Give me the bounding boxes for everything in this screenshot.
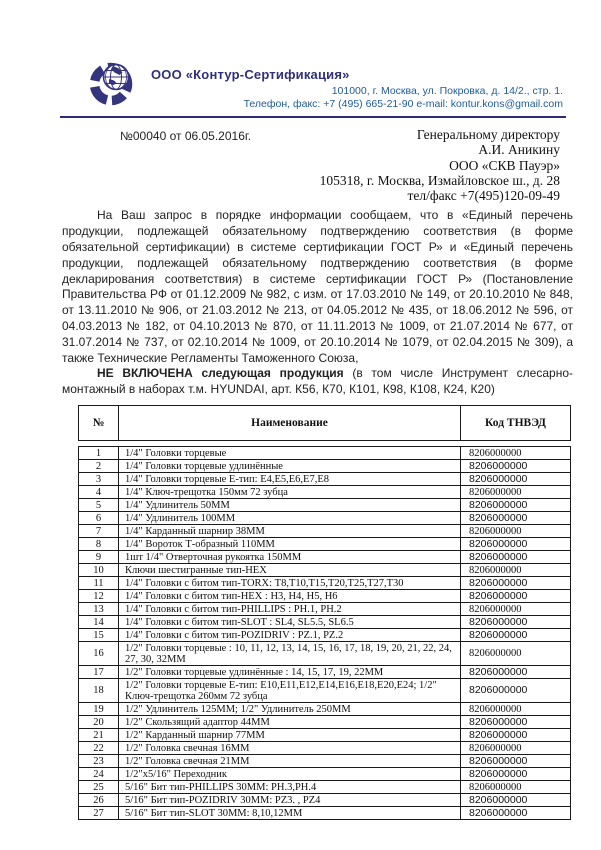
table-row	[79, 642, 571, 666]
item-name-cell: 1шт 1/4" Отверточная рукоятка 150ММ	[119, 551, 461, 564]
table-row	[79, 729, 571, 742]
tnved-code-cell: 8206000000	[461, 616, 571, 629]
items-table-header	[78, 405, 571, 441]
item-name-cell: 1/2" Головки торцевые удлинённые : 14, 15, 17, 19, 22ММ	[119, 666, 461, 679]
row-number-cell: 9	[79, 551, 119, 564]
row-number-cell: 24	[79, 768, 119, 781]
recipient-line: ООО «СКВ Пауэр»	[449, 157, 560, 173]
item-name-cell: 1/4" Головки с битом тип-HEX : Н3, Н4, Н5, Н6	[119, 590, 461, 603]
table-row	[79, 781, 571, 794]
row-number-cell: 19	[79, 703, 119, 716]
tnved-code-cell: 8206000000	[461, 742, 571, 755]
tnved-code-cell: 8206000000	[461, 460, 571, 473]
letter-body	[62, 208, 573, 398]
row-number-cell: 2	[79, 460, 119, 473]
table-row	[79, 525, 571, 538]
letter-number: №00040 от 06.05.2016г.	[120, 129, 252, 143]
table-row	[79, 716, 571, 729]
table-row	[79, 755, 571, 768]
letterhead	[87, 56, 563, 111]
row-number-cell: 25	[79, 781, 119, 794]
tnved-code-cell: 8206000000	[461, 564, 571, 577]
items-table-body	[78, 446, 571, 820]
row-number-cell: 8	[79, 538, 119, 551]
table-row	[79, 794, 571, 807]
item-name-cell: 1/4" Головки с битом тип-POZIDRIV : PZ.1, PZ.2	[119, 629, 461, 642]
item-name-cell: 1/2" Карданный шарнир 77ММ	[119, 729, 461, 742]
item-name-cell: 1/4" Вороток Т-образный 110ММ	[119, 538, 461, 551]
company-name: ООО «Контур-Сертификация»	[151, 67, 350, 82]
tnved-code-cell: 8206000000	[461, 447, 571, 460]
row-number-cell: 16	[79, 642, 119, 666]
tnved-code-cell: 8206000000	[461, 629, 571, 642]
item-name-cell: 1/2" Удлинитель 125ММ; 1/2" Удлинитель 250ММ	[119, 703, 461, 716]
recipient-block	[320, 127, 560, 203]
tnved-code-cell: 8206000000	[461, 486, 571, 499]
item-name-cell: Ключи шестигранные тип-HEX	[119, 564, 461, 577]
item-name-cell: 1/4" Головки с битом тип-SLOT : SL4, SL5.5, SL6.5	[119, 616, 461, 629]
table-row	[79, 577, 571, 590]
column-header-tnved: Код ТНВЭД	[461, 406, 571, 441]
tnved-code-cell: 8206000000	[461, 807, 571, 820]
item-name-cell: 1/4" Головки торцевые Е-тип: Е4,Е5,Е6,Е7,Е8	[119, 473, 461, 486]
recipient-line: А.И. Аникину	[478, 142, 560, 158]
items-table-rows	[79, 447, 571, 820]
tnved-code-cell: 8206000000	[461, 538, 571, 551]
tnved-code-cell: 8206000000	[461, 729, 571, 742]
row-number-cell: 23	[79, 755, 119, 768]
tnved-code-cell: 8206000000	[461, 512, 571, 525]
item-name-cell: 1/2" Головка свечная 21ММ	[119, 755, 461, 768]
item-name-cell: 1/4" Головки с битом тип-TORX: Т8,Т10,Т15,Т20,Т25,Т27,Т30	[119, 577, 461, 590]
item-name-cell: 1/2"х5/16" Переходник	[119, 768, 461, 781]
table-row	[79, 486, 571, 499]
item-name-cell: 1/4" Карданный шарнир 38ММ	[119, 525, 461, 538]
company-logo	[87, 56, 137, 110]
row-number-cell: 21	[79, 729, 119, 742]
item-name-cell: 1/2" Головки торцевые : 10, 11, 12, 13, 14, 15, 16, 17, 18, 19, 20, 21, 22, 24, 27, 30, 32ММ	[119, 642, 461, 666]
table-row	[79, 551, 571, 564]
table-row	[79, 447, 571, 460]
table-row	[79, 616, 571, 629]
tnved-code-cell: 8206000000	[461, 473, 571, 486]
tnved-code-cell: 8206000000	[461, 551, 571, 564]
item-name-cell: 1/2" Головка свечная 16ММ	[119, 742, 461, 755]
item-name-cell: 1/2" Скользящий адаптор 44ММ	[119, 716, 461, 729]
company-address	[151, 85, 563, 111]
tnved-code-cell: 8206000000	[461, 768, 571, 781]
tnved-code-cell: 8206000000	[461, 703, 571, 716]
tnved-code-cell: 8206000000	[461, 781, 571, 794]
row-number-cell: 5	[79, 499, 119, 512]
item-name-cell: 1/4" Удлинитель 50ММ	[119, 499, 461, 512]
item-name-cell: 1/2" Головки торцевые Е-тип: Е10,Е11,Е12,Е14,Е16,Е18,Е20,Е24; 1/2" Ключ-трещотка 260мм 72 зубца	[119, 679, 461, 703]
letterhead-text	[137, 56, 563, 111]
row-number-cell: 10	[79, 564, 119, 577]
recipient-line: тел/факс +7(495)120-09-49	[407, 188, 560, 204]
table-row	[79, 768, 571, 781]
tnved-code-cell: 8206000000	[461, 666, 571, 679]
table-row	[79, 603, 571, 616]
table-row	[79, 629, 571, 642]
not-included-statement: НЕ ВКЛЮЧЕНА следующая продукция	[97, 366, 344, 381]
table-row	[79, 590, 571, 603]
item-name-cell: 1/4" Головки с битом тип-PHILLIPS : РН.1, РН.2	[119, 603, 461, 616]
item-name-cell: 1/4" Головки торцевые	[119, 447, 461, 460]
row-number-cell: 6	[79, 512, 119, 525]
recipient-line: Генеральному директору	[416, 127, 560, 142]
row-number-cell: 11	[79, 577, 119, 590]
tnved-code-cell: 8206000000	[461, 590, 571, 603]
body-paragraph-1: На Ваш запрос в порядке информации сообщаем, что в «Единый перечень продукции, подлежащей обязательному подтверждению соответствия (в форме обязательной сертификации) в системе сертификации ГОСТ Р» и «Единый перечень продукции, подлежащей обязательному подтверждению соответствия (в форме декларирования соответствия) в системе сертификации ГОСТ Р» (Постановление Правительства РФ от 01.12.2009 № 982, с изм. от 17.03.2010 № 149, от 20.10.2010 № 848, от 13.11.2010 № 906, от 21.03.2012 № 213, от 04.05.2012 № 435, от 18.06.2012 № 596, от 04.03.2013 № 182, от 04.10.2013 № 870, от 11.11.2013 № 1009, от 21.07.2014 № 677, от 31.07.2014 № 737, от 02.10.2014 № 1009, от 20.10.2014 № 1079, от 02.04.2015 № 309), а также Технические Регламенты Таможенного Союза,	[62, 208, 573, 365]
address-line-2: Телефон, факс: +7 (495) 665-21-90 e-mail: kontur.kons@gmail.com	[243, 98, 563, 110]
item-name-cell: 5/16" Бит тип-SLOT 30ММ: 8,10,12ММ	[119, 807, 461, 820]
table-row	[79, 703, 571, 716]
column-header-name: Наименование	[119, 406, 461, 441]
row-number-cell: 14	[79, 616, 119, 629]
tnved-code-cell: 8206000000	[461, 716, 571, 729]
tnved-code-cell: 8206000000	[461, 525, 571, 538]
row-number-cell: 7	[79, 525, 119, 538]
letterhead-divider	[60, 116, 566, 118]
tnved-code-cell: 8206000000	[461, 577, 571, 590]
table-row	[79, 499, 571, 512]
table-row	[79, 666, 571, 679]
table-row	[79, 512, 571, 525]
item-name-cell: 1/4" Удлинитель 100ММ	[119, 512, 461, 525]
table-row	[79, 742, 571, 755]
row-number-cell: 3	[79, 473, 119, 486]
tnved-code-cell: 8206000000	[461, 755, 571, 768]
row-number-cell: 1	[79, 447, 119, 460]
row-number-cell: 20	[79, 716, 119, 729]
tnved-code-cell: 8206000000	[461, 603, 571, 616]
globe-icon	[87, 56, 137, 110]
item-name-cell: 1/4" Головки торцевые удлинённые	[119, 460, 461, 473]
reference-row	[120, 127, 560, 203]
tnved-code-cell: 8206000000	[461, 679, 571, 703]
tnved-code-cell: 8206000000	[461, 642, 571, 666]
tnved-code-cell: 8206000000	[461, 499, 571, 512]
table-row	[79, 538, 571, 551]
row-number-cell: 17	[79, 666, 119, 679]
row-number-cell: 27	[79, 807, 119, 820]
address-line-1: 101000, г. Москва, ул. Покровка, д. 14/2., стр. 1.	[331, 85, 563, 97]
row-number-cell: 15	[79, 629, 119, 642]
table-row	[79, 679, 571, 703]
row-number-cell: 18	[79, 679, 119, 703]
table-row	[79, 473, 571, 486]
row-number-cell: 12	[79, 590, 119, 603]
item-name-cell: 1/4" Ключ-трещотка 150мм 72 зубца	[119, 486, 461, 499]
tnved-code-cell: 8206000000	[461, 794, 571, 807]
row-number-cell: 4	[79, 486, 119, 499]
recipient-line: 105318, г. Москва, Измайловское ш., д. 28	[319, 172, 560, 188]
table-row	[79, 564, 571, 577]
not-included-detail: (в том числе Инструмент слесарно-монтажный в наборах т.м. HYUNDAI, арт. К56, К70, К101, К98, К108, К24, К20)	[62, 366, 573, 397]
item-name-cell: 5/16" Бит тип-POZIDRIV 30ММ: PZ3. , PZ4	[119, 794, 461, 807]
row-number-cell: 22	[79, 742, 119, 755]
body-paragraph-2	[62, 366, 573, 398]
column-header-number: №	[79, 406, 119, 441]
row-number-cell: 13	[79, 603, 119, 616]
item-name-cell: 5/16" Бит тип-PHILLIPS 30ММ: РН.3,РН.4	[119, 781, 461, 794]
table-row	[79, 807, 571, 820]
row-number-cell: 26	[79, 794, 119, 807]
table-row	[79, 460, 571, 473]
